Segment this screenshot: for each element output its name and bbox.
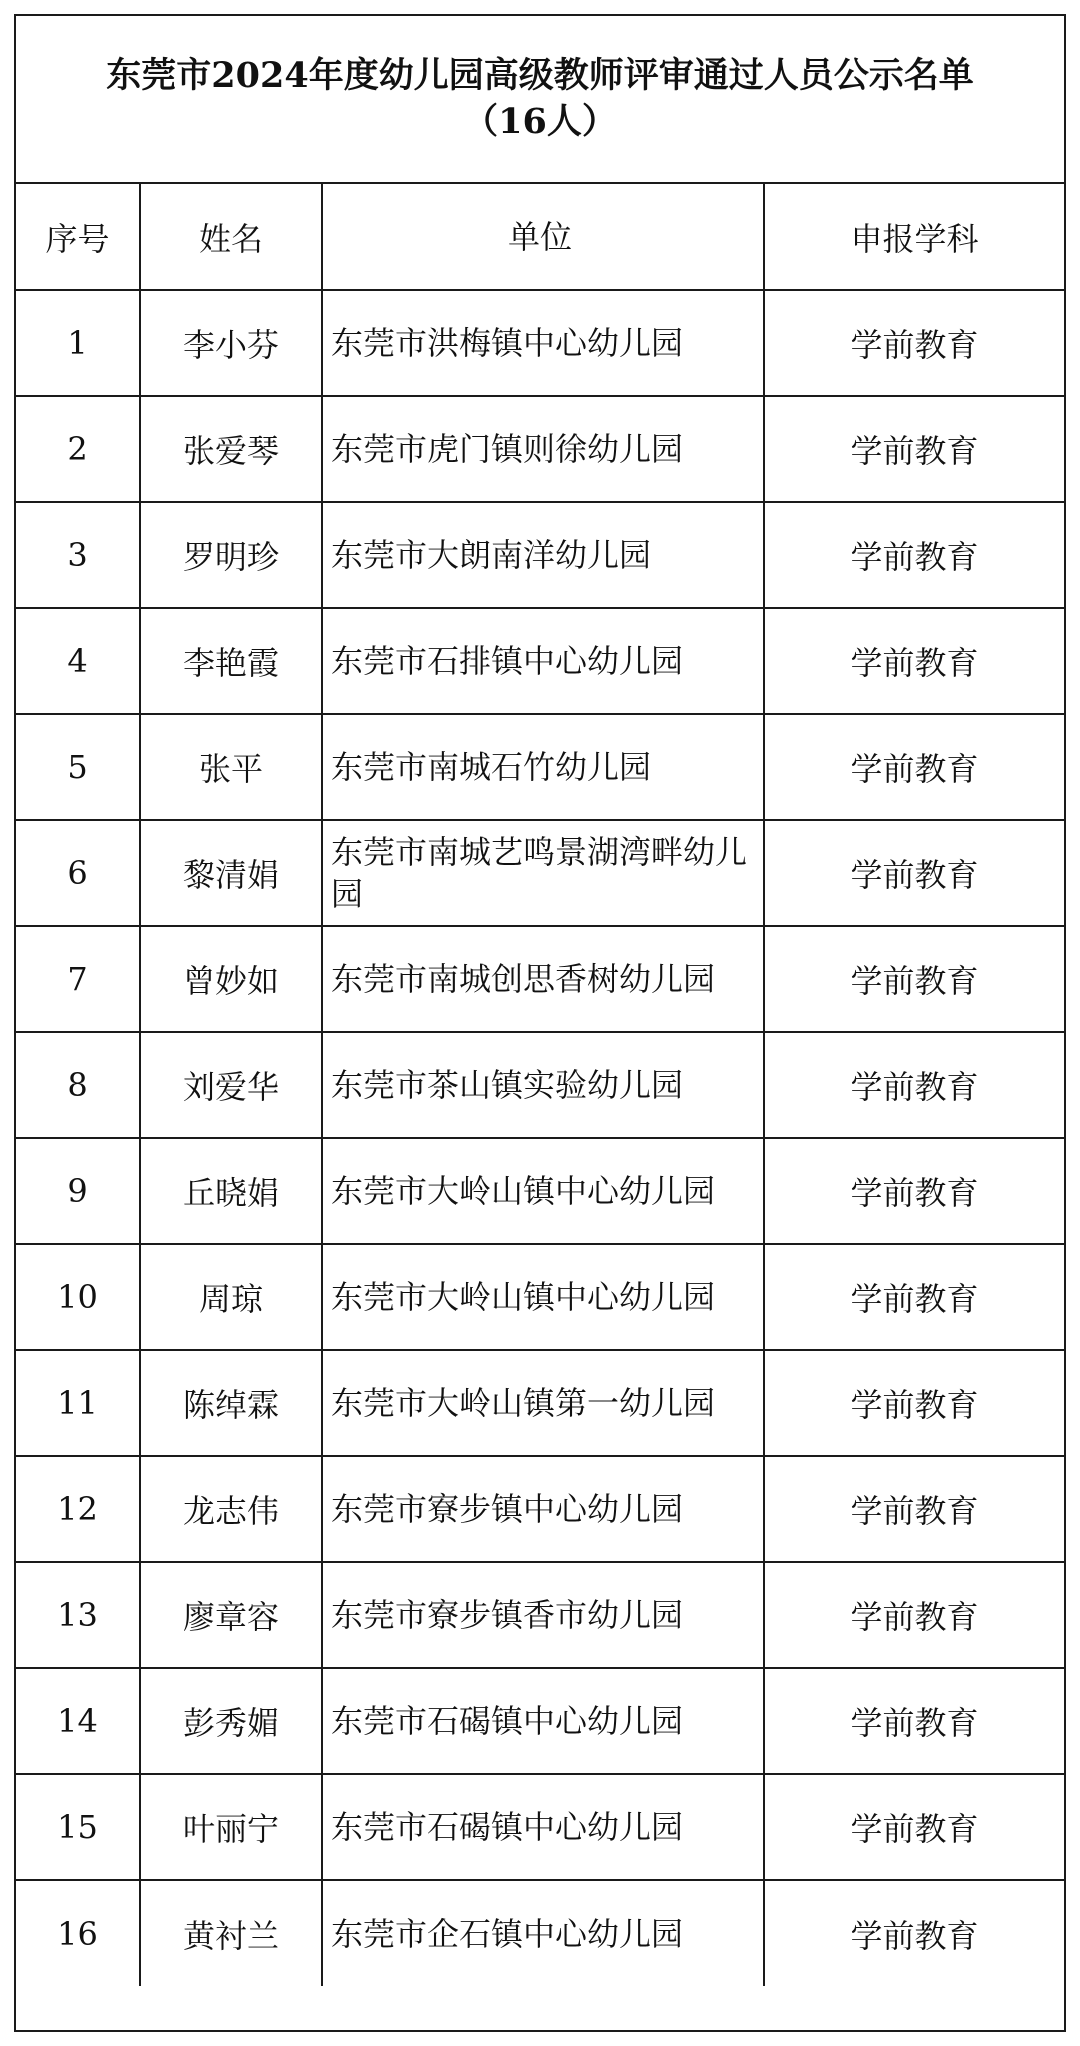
cell-name: 李小芬 <box>140 290 322 396</box>
cell-name: 罗明珍 <box>140 502 322 608</box>
table-row <box>16 1350 1064 1456</box>
cell-subject: 学前教育 <box>764 926 1064 1032</box>
page-title: 东莞市2024年度幼儿园高级教师评审通过人员公示名单 <box>106 55 974 96</box>
cell-index: 14 <box>16 1668 140 1774</box>
table-row <box>16 502 1064 608</box>
cell-index: 6 <box>16 820 140 926</box>
table-row <box>16 1668 1064 1774</box>
cell-name: 陈绰霖 <box>140 1350 322 1456</box>
cell-unit: 东莞市寮步镇中心幼儿园 <box>322 1456 764 1562</box>
cell-unit: 东莞市南城艺鸣景湖湾畔幼儿园 <box>322 820 764 926</box>
header-name: 姓名 <box>140 184 322 290</box>
cell-subject: 学前教育 <box>764 1032 1064 1138</box>
table-row <box>16 714 1064 820</box>
header-unit: 单位 <box>322 184 764 290</box>
table-row <box>16 926 1064 1032</box>
table-row <box>16 396 1064 502</box>
cell-name: 曾妙如 <box>140 926 322 1032</box>
cell-index: 12 <box>16 1456 140 1562</box>
cell-name: 张平 <box>140 714 322 820</box>
cell-index: 13 <box>16 1562 140 1668</box>
cell-subject: 学前教育 <box>764 714 1064 820</box>
cell-subject: 学前教育 <box>764 1668 1064 1774</box>
table-body <box>16 290 1064 1986</box>
cell-unit: 东莞市石碣镇中心幼儿园 <box>322 1668 764 1774</box>
cell-unit: 东莞市企石镇中心幼儿园 <box>322 1880 764 1986</box>
table-row <box>16 1032 1064 1138</box>
cell-unit: 东莞市寮步镇香市幼儿园 <box>322 1562 764 1668</box>
table-row <box>16 820 1064 926</box>
cell-unit: 东莞市茶山镇实验幼儿园 <box>322 1032 764 1138</box>
cell-name: 周琼 <box>140 1244 322 1350</box>
table-row <box>16 1562 1064 1668</box>
cell-subject: 学前教育 <box>764 1880 1064 1986</box>
table-row <box>16 1774 1064 1880</box>
table-row <box>16 290 1064 396</box>
cell-index: 16 <box>16 1880 140 1986</box>
cell-name: 黎清娟 <box>140 820 322 926</box>
cell-subject: 学前教育 <box>764 502 1064 608</box>
document-sheet <box>14 14 1066 2032</box>
cell-unit: 东莞市石排镇中心幼儿园 <box>322 608 764 714</box>
cell-name: 李艳霞 <box>140 608 322 714</box>
results-table <box>16 184 1064 1986</box>
cell-unit: 东莞市大岭山镇中心幼儿园 <box>322 1244 764 1350</box>
cell-unit: 东莞市洪梅镇中心幼儿园 <box>322 290 764 396</box>
cell-index: 8 <box>16 1032 140 1138</box>
cell-unit: 东莞市石碣镇中心幼儿园 <box>322 1774 764 1880</box>
table-row <box>16 1456 1064 1562</box>
cell-index: 2 <box>16 396 140 502</box>
cell-name: 黄衬兰 <box>140 1880 322 1986</box>
cell-unit: 东莞市南城石竹幼儿园 <box>322 714 764 820</box>
cell-index: 11 <box>16 1350 140 1456</box>
cell-unit: 东莞市虎门镇则徐幼儿园 <box>322 396 764 502</box>
cell-index: 4 <box>16 608 140 714</box>
header-index: 序号 <box>16 184 140 290</box>
cell-subject: 学前教育 <box>764 1562 1064 1668</box>
cell-name: 彭秀媚 <box>140 1668 322 1774</box>
cell-name: 张爱琴 <box>140 396 322 502</box>
cell-index: 3 <box>16 502 140 608</box>
cell-subject: 学前教育 <box>764 820 1064 926</box>
cell-index: 7 <box>16 926 140 1032</box>
cell-name: 刘爱华 <box>140 1032 322 1138</box>
cell-subject: 学前教育 <box>764 1456 1064 1562</box>
table-row <box>16 1880 1064 1986</box>
cell-index: 10 <box>16 1244 140 1350</box>
cell-unit: 东莞市大朗南洋幼儿园 <box>322 502 764 608</box>
table-row <box>16 1138 1064 1244</box>
cell-subject: 学前教育 <box>764 290 1064 396</box>
cell-unit: 东莞市南城创思香树幼儿园 <box>322 926 764 1032</box>
cell-unit: 东莞市大岭山镇第一幼儿园 <box>322 1350 764 1456</box>
table-row <box>16 608 1064 714</box>
cell-subject: 学前教育 <box>764 1244 1064 1350</box>
cell-subject: 学前教育 <box>764 608 1064 714</box>
cell-subject: 学前教育 <box>764 1350 1064 1456</box>
cell-name: 龙志伟 <box>140 1456 322 1562</box>
page-subtitle: （16人） <box>463 101 617 142</box>
cell-name: 廖章容 <box>140 1562 322 1668</box>
cell-name: 丘晓娟 <box>140 1138 322 1244</box>
cell-index: 15 <box>16 1774 140 1880</box>
cell-index: 5 <box>16 714 140 820</box>
table-header-row <box>16 184 1064 290</box>
cell-subject: 学前教育 <box>764 396 1064 502</box>
title-block <box>16 16 1064 184</box>
cell-subject: 学前教育 <box>764 1774 1064 1880</box>
cell-index: 1 <box>16 290 140 396</box>
table-row <box>16 1244 1064 1350</box>
cell-index: 9 <box>16 1138 140 1244</box>
cell-unit: 东莞市大岭山镇中心幼儿园 <box>322 1138 764 1244</box>
cell-name: 叶丽宁 <box>140 1774 322 1880</box>
header-subject: 申报学科 <box>764 184 1064 290</box>
cell-subject: 学前教育 <box>764 1138 1064 1244</box>
